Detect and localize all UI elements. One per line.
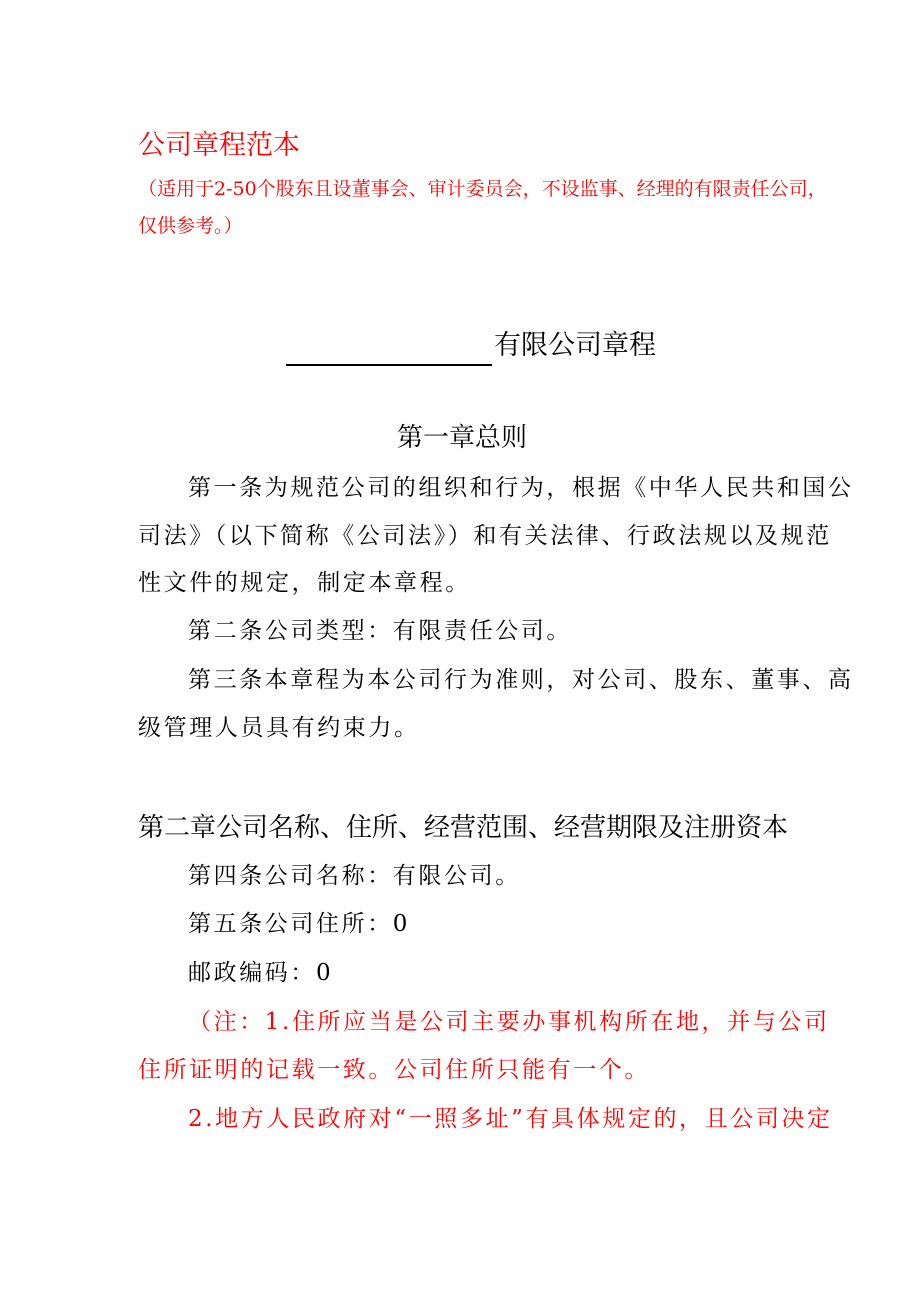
note-2-line-1: 2.地方人民政府对“一照多址”有具体规定的，且公司决定 <box>188 1106 833 1132</box>
document-title-suffix: 有限公司章程 <box>494 330 656 361</box>
postcode: 邮政编码：0 <box>188 960 334 986</box>
note-1-line-1: （注：1.住所应当是公司主要办事机构所在地，并与公司 <box>188 1009 830 1035</box>
article-5: 第五条公司住所：0 <box>188 911 411 937</box>
chapter-2-heading: 第二章公司名称、住所、经营范围、经营期限及注册资本 <box>138 813 789 843</box>
article-1-line-3: 性文件的规定，制定本章程。 <box>138 570 471 596</box>
article-4: 第四条公司名称：有限公司。 <box>188 863 521 889</box>
template-title: 公司章程范本 <box>138 130 300 161</box>
document-title <box>286 326 656 366</box>
chapter-1-heading: 第一章总则 <box>397 423 528 453</box>
article-1-line-1: 第一条为规范公司的组织和行为，根据《中华人民共和国公 <box>188 475 854 501</box>
company-name-blank <box>286 334 492 366</box>
article-1-line-2: 司法》（以下简称《公司法》）和有关法律、行政法规以及规范 <box>138 523 832 549</box>
article-3-line-1: 第三条本章程为本公司行为准则，对公司、股东、董事、高 <box>188 667 854 693</box>
template-note-line-1: （适用于2-50个股东且设董事会、审计委员会，不设监事、经理的有限责任公司， <box>138 178 827 200</box>
note-1-line-2: 住所证明的记载一致。公司住所只能有一个。 <box>138 1057 650 1083</box>
article-2: 第二条公司类型：有限责任公司。 <box>188 618 572 644</box>
template-note-line-2: 仅供参考。） <box>138 215 243 237</box>
article-3-line-2: 级管理人员具有约束力。 <box>138 715 420 741</box>
